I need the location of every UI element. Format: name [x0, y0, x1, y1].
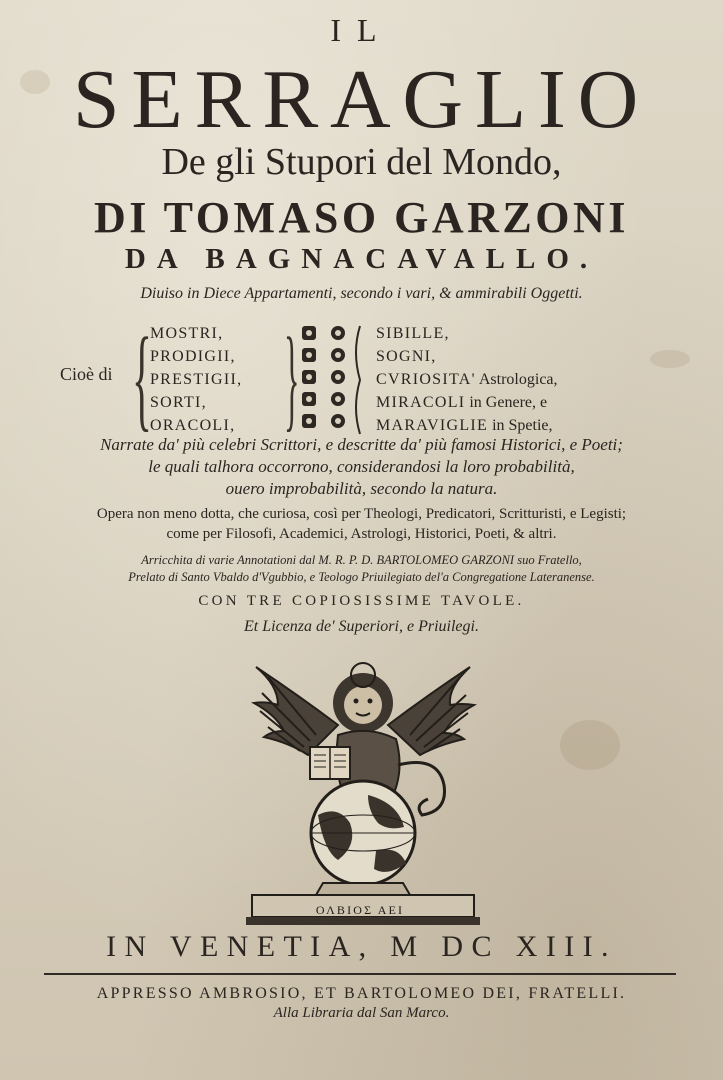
left-column-item: SORTI,: [150, 394, 207, 411]
left-column-item: MOSTRI,: [150, 325, 224, 342]
left-brace: {: [132, 313, 152, 442]
imprint-rule: [44, 973, 676, 975]
cioe-label: Cioè di: [60, 364, 113, 384]
right-item-rest: in Spetie,: [492, 417, 553, 434]
shop-line: Alla Libraria dal San Marco.: [273, 1005, 450, 1021]
right-column-item: [376, 345, 558, 368]
right-item-caps: SOGNI,: [376, 348, 437, 365]
opera-line: come per Filosofi, Academici, Astrologi, Historici, Poeti, & altri.: [166, 526, 557, 542]
narrative-line: Narrate da' più celebri Scrittori, e descritte da' più famosi Historici, e Poeti;: [100, 435, 623, 454]
imprint-line: IN VENETIA, M DC XIII.: [106, 930, 617, 963]
division-line: Diuiso in Diece Appartamenti, secondo i vari, & ammirabili Oggetti.: [140, 285, 583, 302]
tables-line: CON TRE COPIOSISSIME TAVOLE.: [198, 593, 525, 609]
right-column-list: [376, 322, 558, 437]
author-origin: DA BAGNACAVALLO.: [124, 243, 599, 275]
fleuron-column-icon: [290, 322, 368, 440]
left-column-item: PRODIGII,: [150, 348, 236, 365]
left-column-item: ORACOLI,: [150, 417, 236, 434]
opera-line: Opera non meno dotta, che curiosa, così per Theologi, Predicatori, Scritturisti, e Legisti;: [96, 506, 627, 522]
author-line: DI TOMASO GARZONI: [94, 193, 629, 242]
right-column-item: [376, 391, 558, 414]
right-column-item: [376, 368, 558, 391]
left-column-item: PRESTIGII,: [150, 371, 243, 388]
right-item-rest: in Genere, e: [469, 394, 548, 411]
right-column-item: [376, 414, 558, 437]
publisher-line: APPRESSO AMBROSIO, ET BARTOLOMEO DEI, FRATELLI.: [96, 985, 627, 1002]
narrative-line: ouero improbabilità, secondo la natura.: [225, 479, 498, 498]
book-title: SERRAGLIO: [72, 53, 651, 146]
right-item-caps: CVRIOSITA': [376, 371, 476, 388]
winged-lion-on-globe-icon: [238, 655, 488, 927]
right-item-caps: MARAVIGLIE: [376, 417, 489, 434]
right-item-caps: MIRACOLI: [376, 394, 466, 411]
license-line: Et Licenza de' Superiori, e Priuilegi.: [244, 618, 479, 635]
left-column-list: [150, 322, 242, 437]
annotations-line: Prelato di Santo Vbaldo d'Vgubbio, e Teologo Priuilegiato del'a Congregatione Lateranense.: [128, 570, 595, 584]
right-column-item: [376, 322, 558, 345]
paper-stain: [560, 720, 620, 770]
paper-stain: [650, 350, 690, 368]
right-item-rest: Astrologica,: [478, 371, 558, 388]
middle-brace: }: [284, 313, 300, 442]
annotations-line: Arricchita di varie Annotationi dal M. R. P. D. BARTOLOMEO GARZONI suo Fratello,: [141, 553, 582, 567]
emblem-motto: ΟΛΒΙΟΣ ΑΕΙ: [315, 903, 405, 917]
title-article: IL: [330, 12, 393, 48]
narrative-line: le quali talhora occorrono, considerandosi la loro probabilità,: [148, 457, 575, 476]
book-subtitle: De gli Stupori del Mondo,: [161, 141, 562, 183]
right-item-caps: SIBILLE,: [376, 325, 450, 342]
